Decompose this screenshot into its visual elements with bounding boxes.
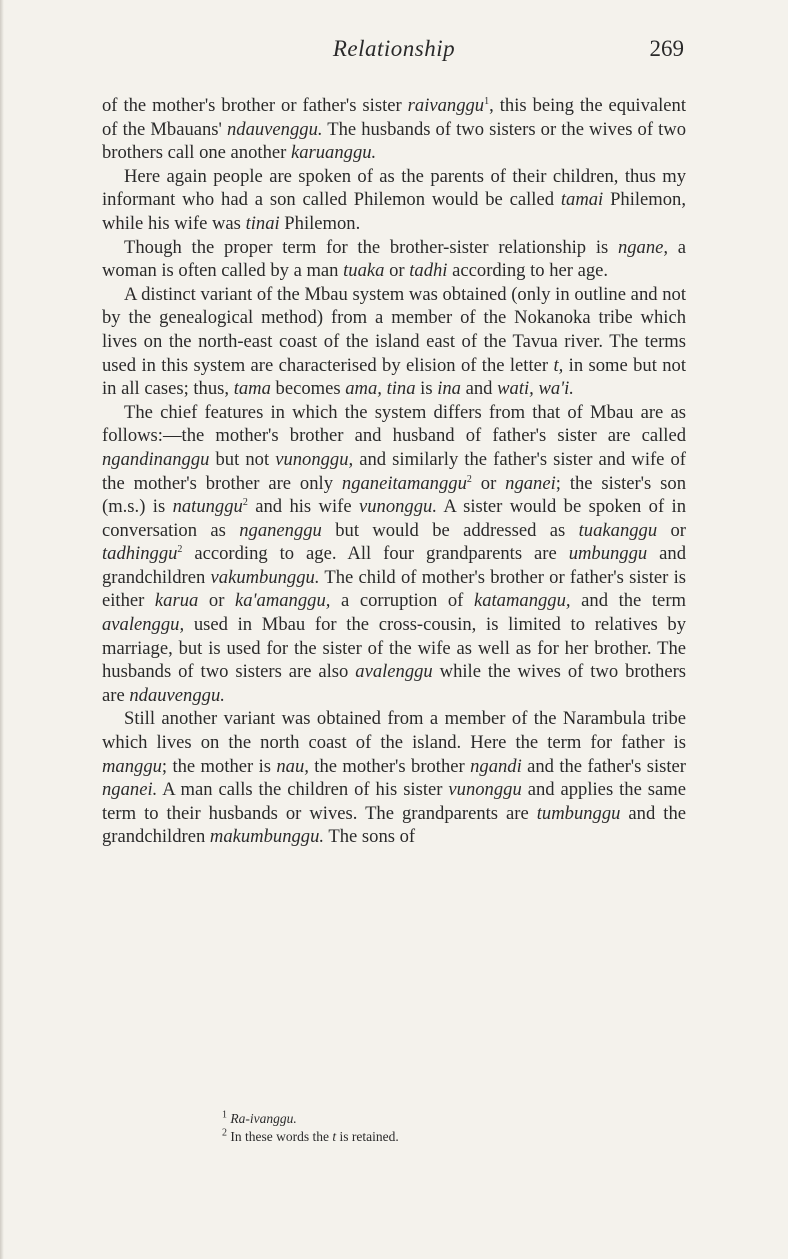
italic-term: nau, [276, 755, 309, 777]
italic-term: tina [386, 378, 416, 400]
italic-term: nganei [505, 472, 556, 494]
text-run: and the grandchildren [102, 802, 687, 848]
paragraph [102, 94, 686, 165]
page-edge [0, 0, 4, 1259]
text-run: is retained. [336, 1129, 399, 1144]
text-run: A man calls the children of his sister [157, 779, 449, 801]
footnotes [102, 1110, 686, 1146]
page-header [102, 36, 686, 76]
italic-term: nganeitamanggu [341, 472, 467, 494]
text-run: while the wives of two brothers are [102, 661, 686, 706]
italic-term: ngandi [470, 755, 522, 777]
italic-term: makumbunggu. [209, 826, 325, 848]
paragraph [102, 707, 686, 849]
page-number: 269 [649, 36, 684, 61]
italic-term: ngandinanggu [102, 448, 210, 470]
footnote-marker: 1 [222, 1109, 227, 1121]
italic-term: Ra-ivanggu. [230, 1111, 297, 1126]
text-run: In these words the [230, 1129, 333, 1144]
italic-term: tuaka [343, 260, 385, 282]
running-head: Relationship [332, 36, 456, 61]
text-run: and applies the same term to their husbands or wives. The grandparents are [102, 779, 687, 824]
text-run: or [657, 519, 686, 541]
text-run: becomes [270, 378, 346, 400]
italic-term: tuakanggu [578, 519, 658, 541]
italic-term: nganei. [102, 779, 158, 801]
footnote [102, 1128, 686, 1146]
text-run: A sister would be spoken of in conversation as [102, 496, 687, 541]
italic-term: avalenggu [355, 661, 433, 683]
footnote-ref: 2 [177, 544, 183, 556]
italic-term: raivanggu [407, 95, 485, 116]
text-run: The sons of [324, 826, 416, 848]
italic-term: vakumbunggu. [210, 566, 320, 588]
text-run: and similarly the father's sister and wife of the mother's brother are only [102, 448, 686, 494]
italic-term: natunggu [172, 496, 243, 518]
text-run: Here again people are spoken of as the parents of their children, thus my informant who had a son called Philemon would be called [102, 165, 686, 211]
italic-term: tamai [560, 189, 604, 211]
italic-term: tadhinggu [102, 543, 178, 565]
italic-term: tinai [245, 212, 280, 234]
paragraph [102, 236, 686, 283]
text-run: Still another variant was obtained from a member of the Narambula tribe which lives on the north coast of the island. Here the term for father is [102, 708, 686, 754]
text-run: of the mother's brother or father's sister [102, 95, 408, 116]
text-run: a corruption of [330, 590, 474, 612]
italic-term: tama [233, 378, 271, 400]
text-run: or [471, 472, 506, 494]
text-run: and grandchildren [102, 543, 687, 588]
text-run: in some but not in all cases; thus, [102, 354, 687, 400]
text-run: A distinct variant of the Mbau system was obtained (only in outline and not by the genealogical method) from a member of the Nokanoka tribe which lives on the north-east coast of the island east of the Tavua river. The terms used in this system are characterised by elision of the letter [102, 283, 686, 376]
text-run: and the term [570, 590, 686, 612]
text-run: or [384, 260, 410, 282]
italic-term: ka'amanggu, [235, 590, 331, 612]
italic-term: nganenggu [239, 519, 322, 541]
text-run: ; the mother is [161, 755, 277, 777]
text-run: The chief features in which the system differs from that of Mbau are as follows:—the mother's brother and husband of father's sister are called [102, 401, 686, 447]
text-run: ; the sister's son (m.s.) is [102, 472, 686, 518]
italic-term: vunonggu [448, 779, 522, 801]
italic-term: ina [437, 378, 461, 400]
italic-term: manggu [102, 755, 162, 777]
italic-term: avalenggu, [102, 614, 185, 636]
body-text [102, 94, 686, 849]
text-run: , this being the equivalent of the Mbauans' [102, 95, 686, 140]
text-run: according to her age. [447, 260, 609, 282]
text-run: Philemon. [279, 212, 361, 234]
text-run: or [198, 590, 235, 612]
footnote-marker: 2 [222, 1127, 227, 1139]
italic-term: ndauvenggu. [226, 118, 323, 140]
footnote-ref: 2 [242, 496, 248, 508]
text-run: according to age. All four grandparents are [182, 543, 569, 565]
text-run: Philemon, while his wife was [102, 189, 686, 234]
text-run: used in Mbau for the cross-cousin, is limited to relatives by marriage, but is used for the sister of the wife as well as for her brother. The husbands of two sisters are also [102, 614, 686, 683]
text-run: a woman is often called by a man [102, 236, 686, 282]
text-run: the mother's brother [308, 755, 471, 777]
italic-term: karua [154, 590, 199, 612]
text-run: is [415, 378, 438, 400]
italic-term: katamanggu, [473, 590, 571, 612]
italic-term: tadhi [409, 260, 448, 282]
paragraph [102, 401, 686, 708]
text-run: and [460, 378, 498, 400]
italic-term: tumbunggu [536, 802, 621, 824]
text-run: and his wife [247, 496, 359, 518]
italic-term: ama, [345, 378, 382, 400]
italic-term: ndauvenggu. [129, 684, 225, 706]
text-run: The husbands of two sisters or the wives of two brothers call one another [102, 118, 686, 164]
text-run: but would be addressed as [321, 519, 579, 541]
text-run: Though the proper term for the brother-sister relationship is [124, 236, 618, 258]
italic-term: vunonggu. [358, 496, 437, 518]
footnote [102, 1110, 686, 1128]
text-run: The child of mother's brother or father's sister is either [102, 566, 686, 612]
italic-term: ngane, [617, 236, 669, 258]
footnote-ref: 1 [484, 95, 490, 107]
italic-term: umbunggu [568, 543, 648, 565]
italic-term: t [332, 1129, 337, 1144]
italic-term: t, [553, 354, 564, 376]
text-run: and the father's sister [521, 755, 686, 777]
italic-term: karuanggu. [290, 142, 377, 164]
text-run: but not [209, 448, 276, 470]
paragraph [102, 283, 686, 401]
italic-term: wati, wa'i. [497, 378, 574, 400]
italic-term: vunonggu, [275, 448, 354, 470]
paragraph [102, 165, 686, 236]
footnote-ref: 2 [466, 473, 472, 485]
